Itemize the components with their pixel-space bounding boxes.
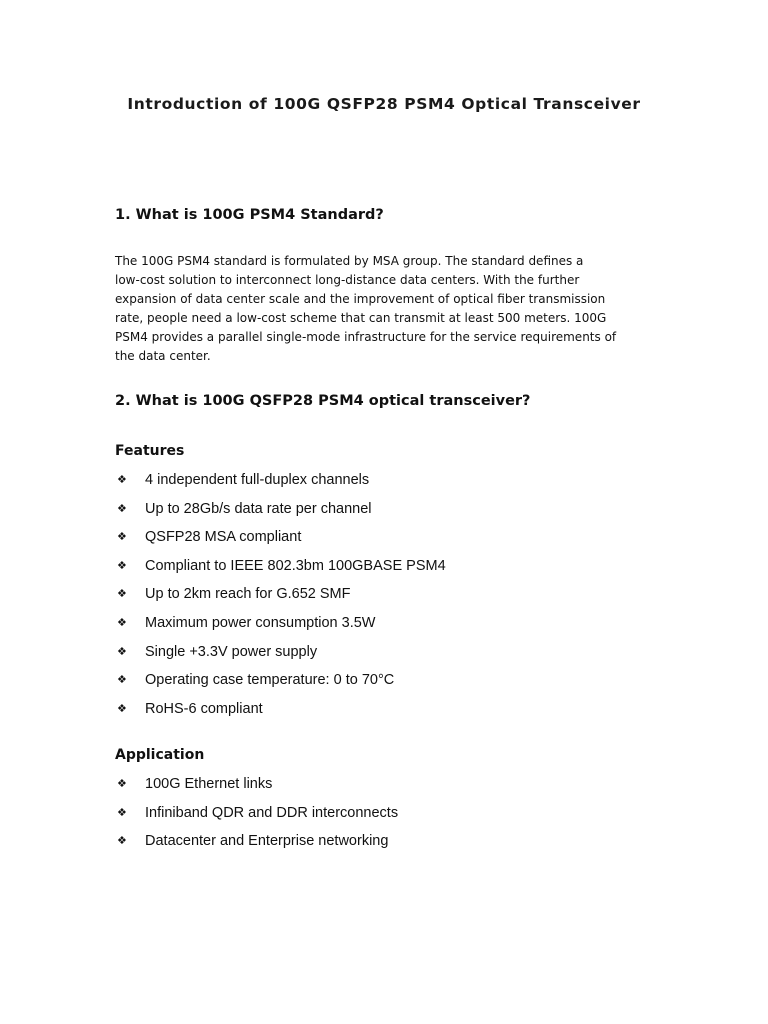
paragraph-line: expansion of data center scale and the improvement of optical fiber transmission	[115, 292, 606, 306]
list-item-text: Infiniband QDR and DDR interconnects	[145, 804, 399, 821]
section-1-paragraph	[115, 252, 675, 366]
list-item	[115, 670, 446, 699]
list-item-text: RoHS-6 compliant	[145, 700, 263, 717]
features-heading: Features	[115, 443, 185, 459]
list-item-text: Up to 28Gb/s data rate per channel	[145, 500, 372, 517]
diamond-bullet-icon: ❖	[117, 834, 127, 848]
diamond-bullet-icon: ❖	[117, 701, 127, 715]
application-heading: Application	[115, 747, 205, 763]
list-item	[115, 699, 446, 728]
list-item	[115, 584, 446, 613]
paragraph-line: the data center.	[115, 349, 211, 363]
list-item-text: Datacenter and Enterprise networking	[145, 833, 389, 850]
list-item-text: 4 independent full-duplex channels	[145, 472, 370, 488]
diamond-bullet-icon: ❖	[117, 501, 127, 515]
diamond-bullet-icon: ❖	[117, 673, 127, 687]
diamond-bullet-icon: ❖	[117, 473, 127, 486]
list-item	[115, 527, 446, 556]
list-item-text: 100G Ethernet links	[145, 776, 273, 792]
paragraph-line: rate, people need a low-cost scheme that can transmit at least 500 meters. 100G	[115, 311, 607, 325]
list-item	[115, 774, 398, 803]
diamond-bullet-icon: ❖	[117, 615, 127, 629]
diamond-bullet-icon: ❖	[117, 805, 127, 819]
list-item-text: Single +3.3V power supply	[145, 643, 318, 660]
diamond-bullet-icon: ❖	[117, 587, 127, 601]
list-item-text: QSFP28 MSA compliant	[145, 529, 302, 546]
list-item	[115, 470, 446, 499]
list-item	[115, 831, 398, 860]
section-2-heading: 2. What is 100G QSFP28 PSM4 optical transceiver?	[115, 393, 531, 409]
list-item	[115, 556, 446, 585]
diamond-bullet-icon: ❖	[117, 558, 127, 572]
list-item	[115, 499, 446, 528]
list-item-text: Operating case temperature: 0 to 70°C	[145, 672, 395, 689]
list-item	[115, 803, 398, 832]
diamond-bullet-icon: ❖	[117, 644, 127, 658]
section-1-heading: 1. What is 100G PSM4 Standard?	[115, 207, 384, 223]
list-item	[115, 613, 446, 642]
document-title: Introduction of 100G QSFP28 PSM4 Optical Transceiver	[127, 95, 641, 113]
features-list	[115, 470, 446, 727]
list-item	[115, 642, 446, 671]
diamond-bullet-icon: ❖	[117, 530, 127, 544]
list-item-text: Compliant to IEEE 802.3bm 100GBASE PSM4	[145, 557, 446, 574]
application-list	[115, 774, 398, 860]
paragraph-line: low-cost solution to interconnect long-distance data centers. With the further	[115, 273, 580, 287]
paragraph-line: PSM4 provides a parallel single-mode infrastructure for the service requirements of	[115, 330, 617, 344]
diamond-bullet-icon: ❖	[117, 777, 127, 790]
list-item-text: Maximum power consumption 3.5W	[145, 614, 376, 631]
list-item-text: Up to 2km reach for G.652 SMF	[145, 586, 351, 603]
paragraph-line: The 100G PSM4 standard is formulated by MSA group. The standard defines a	[115, 254, 584, 268]
